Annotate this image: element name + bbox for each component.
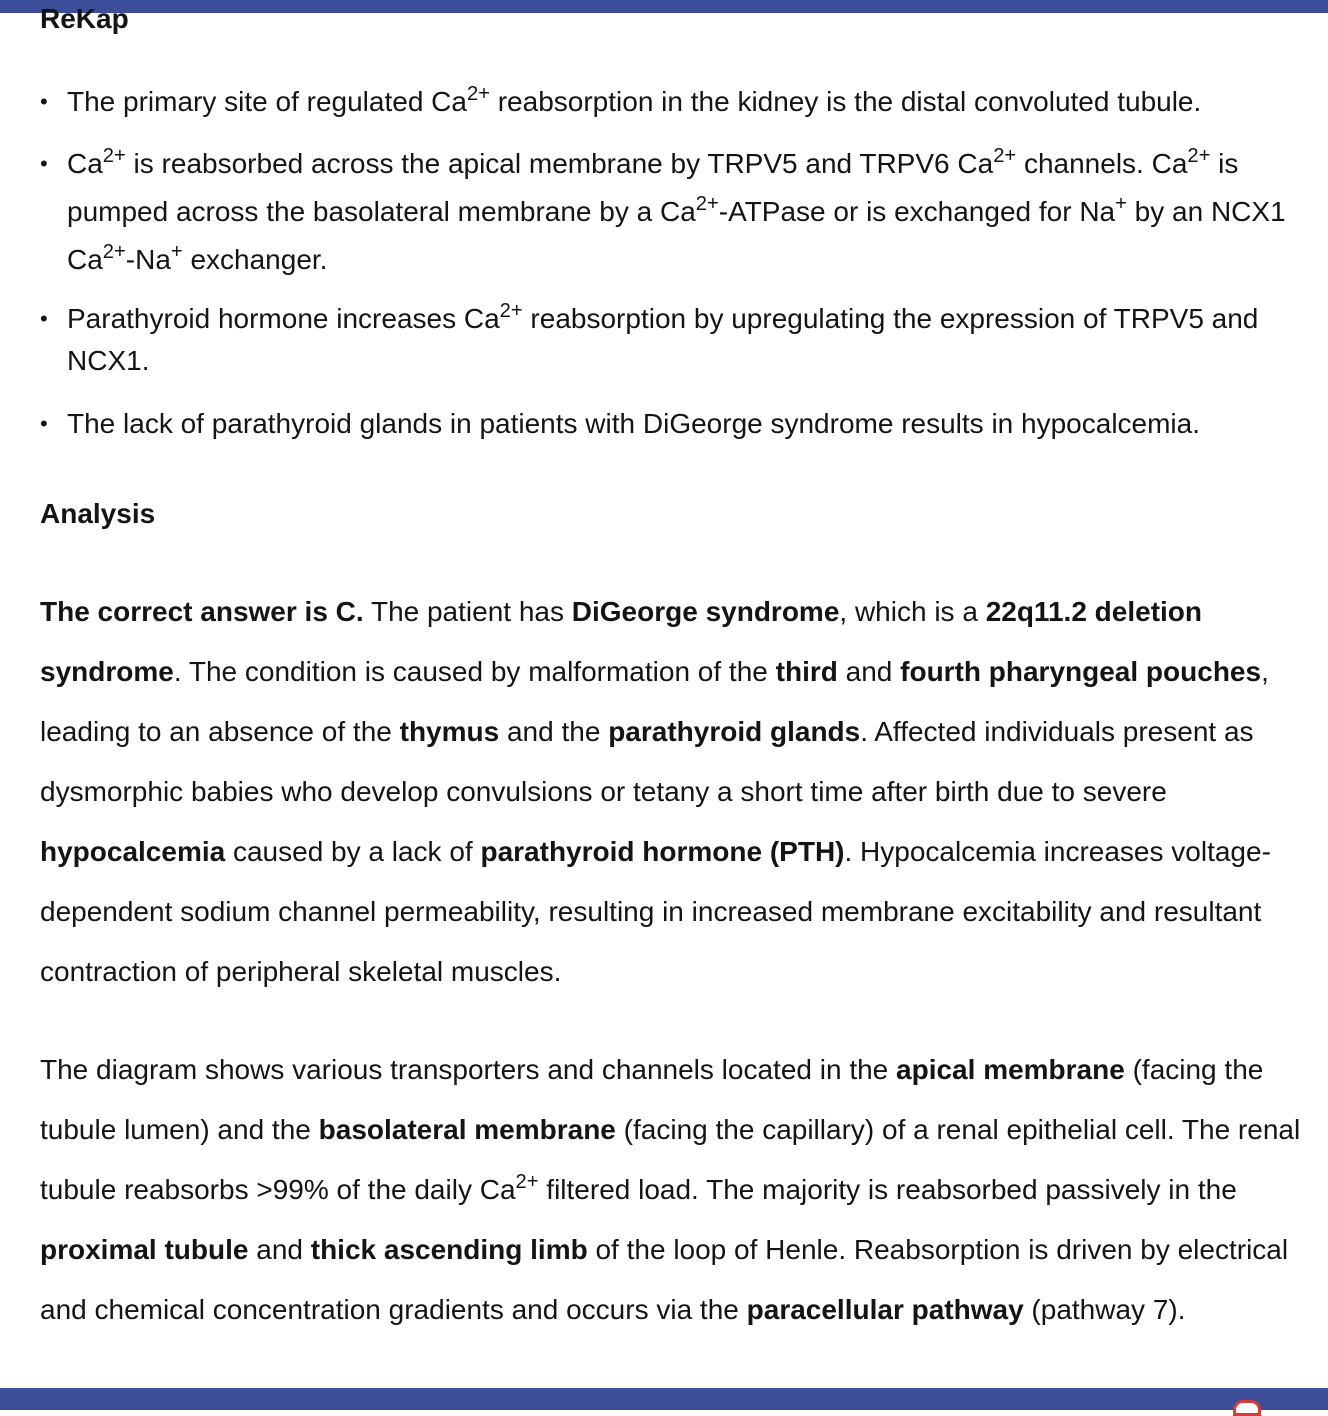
- text-run: is pumped across the basolateral membrane by a Ca: [67, 148, 1239, 227]
- text-run: exchanger.: [182, 244, 328, 275]
- superscript-text: 2+: [695, 192, 719, 215]
- bold-text: 22q11.2 deletion syndrome: [40, 596, 1203, 687]
- text-run: and: [248, 1234, 311, 1265]
- text-run: Parathyroid hormone increases Ca: [67, 303, 500, 334]
- superscript-text: 2+: [515, 1170, 539, 1193]
- top-nav-bar: [0, 0, 1328, 13]
- text-run: (pathway 7).: [1023, 1294, 1186, 1325]
- text-run: Ca: [67, 148, 103, 179]
- text-run: -Na: [125, 244, 171, 275]
- text-run: The primary site of regulated Ca: [67, 86, 467, 117]
- superscript-text: 2+: [993, 144, 1017, 167]
- feedback-icon[interactable]: [1233, 1400, 1261, 1416]
- bold-text: parathyroid glands: [608, 716, 861, 747]
- rekap-heading: ReKap: [40, 3, 129, 34]
- text-run: is reabsorbed across the apical membrane by TRPV5 and TRPV6 Ca: [125, 148, 994, 179]
- superscript-text: 2+: [466, 82, 490, 105]
- superscript-text: +: [170, 240, 183, 263]
- text-run: . The condition is caused by malformation of the: [173, 656, 776, 687]
- analysis-paragraph: [40, 1040, 1310, 1340]
- bold-text: DiGeorge syndrome: [571, 596, 840, 627]
- bold-text: The correct answer is C.: [40, 596, 364, 627]
- bold-text: basolateral membrane: [318, 1114, 616, 1145]
- text-run: of the loop of Henle. Reabsorption is driven by electrical and chemical concentration gradients and occurs via the: [40, 1234, 1289, 1325]
- bold-text: third: [775, 656, 838, 687]
- text-run: reabsorption in the kidney is the distal convoluted tubule.: [489, 86, 1202, 117]
- text-run: , which is a: [839, 596, 986, 627]
- text-run: The lack of parathyroid glands in patients with DiGeorge syndrome results in hypocalcemia.: [67, 408, 1201, 439]
- bottom-toolbar: [0, 1388, 1328, 1410]
- bold-text: proximal tubule: [40, 1234, 249, 1265]
- text-run: channels. Ca: [1016, 148, 1188, 179]
- rekap-list: [0, 78, 1328, 462]
- text-run: and: [837, 656, 901, 687]
- text-run: reabsorption by upregulating the expression of TRPV5 and NCX1.: [67, 303, 1259, 376]
- text-run: . Affected individuals present as dysmorphic babies who develop convulsions or tetany a short time after birth due to severe: [40, 716, 1254, 807]
- text-run: (facing the tubule lumen) and the: [40, 1054, 1264, 1145]
- bold-text: paracellular pathway: [746, 1294, 1024, 1325]
- superscript-text: 2+: [1187, 144, 1211, 167]
- analysis-heading: Analysis: [40, 498, 156, 529]
- text-run: The patient has: [363, 596, 572, 627]
- rekap-item: [0, 400, 1328, 448]
- bold-text: thymus: [399, 716, 500, 747]
- text-run: The diagram shows various transporters and channels located in the: [40, 1054, 897, 1085]
- text-run: caused by a lack of: [225, 836, 481, 867]
- rekap-item: [0, 298, 1328, 382]
- analysis-paragraph: [40, 582, 1310, 1002]
- bold-text: parathyroid hormone (PTH): [480, 836, 845, 867]
- superscript-text: 2+: [102, 240, 126, 263]
- bold-text: fourth pharyngeal pouches: [900, 656, 1262, 687]
- superscript-text: 2+: [102, 144, 126, 167]
- text-run: by an NCX1 Ca: [67, 196, 1286, 275]
- rekap-item: [0, 140, 1328, 284]
- text-run: , leading to an absence of the: [40, 656, 1269, 747]
- text-run: . Hypocalcemia increases voltage-dependent sodium channel permeability, resulting in increased membrane excitability and resultant contraction of peripheral skeletal muscles.: [40, 836, 1271, 987]
- bold-text: apical membrane: [896, 1054, 1125, 1085]
- superscript-text: 2+: [499, 299, 523, 322]
- superscript-text: +: [1115, 192, 1127, 215]
- bold-text: hypocalcemia: [40, 836, 226, 867]
- text-run: filtered load. The majority is reabsorbed passively in the: [538, 1174, 1237, 1205]
- text-run: (facing the capillary) of a renal epithelial cell. The renal tubule reabsorbs >99% of the daily Ca: [40, 1114, 1301, 1205]
- text-run: and the: [499, 716, 609, 747]
- rekap-item: [0, 78, 1328, 126]
- bold-text: thick ascending limb: [310, 1234, 588, 1265]
- text-run: -ATPase or is exchanged for Na: [718, 196, 1116, 227]
